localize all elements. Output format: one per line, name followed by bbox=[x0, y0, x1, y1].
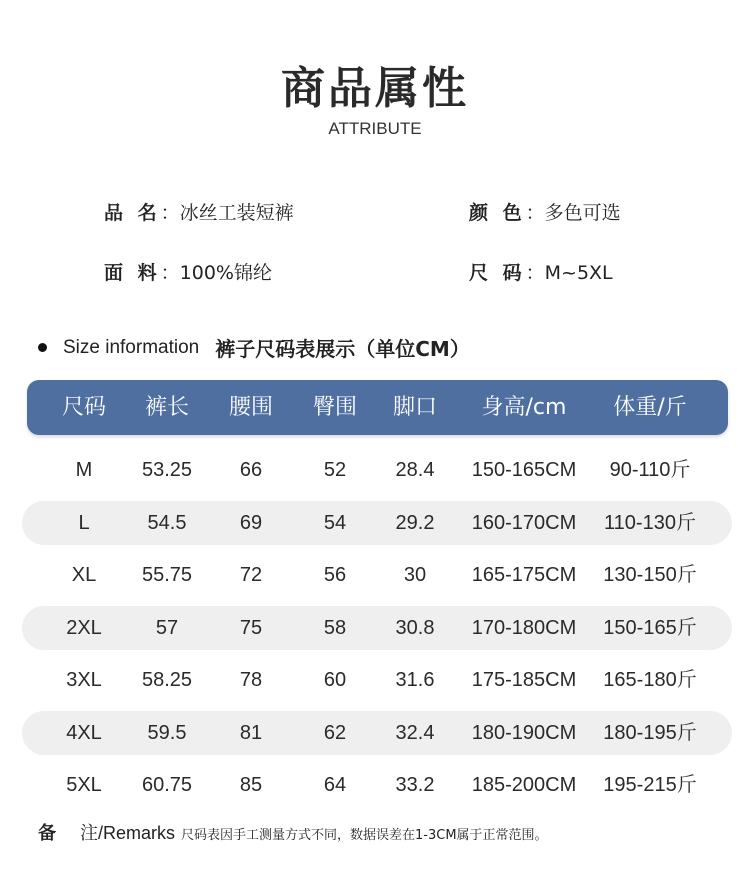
table-cell: 72 bbox=[239, 564, 263, 586]
table-cell: 57 bbox=[155, 616, 179, 639]
attr-value: 冰丝工装短裤 bbox=[179, 202, 294, 224]
table-cell: 75 bbox=[239, 616, 263, 639]
attr-label: 颜 色 bbox=[469, 202, 526, 224]
table-cell: 30 bbox=[403, 564, 427, 586]
table-cell: 110-130斤 bbox=[604, 511, 696, 534]
table-cell: 2XL bbox=[66, 616, 102, 639]
header-hip: 臀围 bbox=[312, 395, 358, 420]
table-cell: 180-190CM bbox=[471, 721, 577, 744]
table-cell: 5XL bbox=[66, 774, 102, 796]
table-cell: 31.6 bbox=[395, 669, 435, 691]
table-cell: 4XL bbox=[66, 721, 102, 744]
table-cell: 3XL bbox=[66, 669, 102, 691]
table-row bbox=[22, 501, 732, 545]
attr-size bbox=[469, 258, 613, 285]
header-weight: 体重/斤 bbox=[613, 395, 687, 420]
table-cell: 160-170CM bbox=[471, 511, 577, 534]
table-cell: M bbox=[75, 459, 93, 481]
attr-colon: ： bbox=[160, 262, 180, 284]
table-cell: 175-185CM bbox=[471, 669, 577, 691]
table-cell: 58.25 bbox=[141, 669, 193, 691]
table-cell: 180-195斤 bbox=[603, 721, 697, 744]
header-height: 身高/cm bbox=[481, 395, 567, 420]
header-size: 尺码 bbox=[61, 395, 107, 420]
table-cell: 53.25 bbox=[141, 459, 193, 481]
remarks-label-en: 注/Remarks bbox=[80, 823, 176, 843]
table-cell: 60.75 bbox=[141, 774, 193, 796]
table-cell: 52 bbox=[323, 459, 347, 481]
header-waist: 腰围 bbox=[228, 395, 274, 420]
size-info-cn: 裤子尺码表展示（单位CM） bbox=[215, 337, 470, 361]
table-cell: 55.75 bbox=[141, 564, 193, 586]
table-cell: 59.5 bbox=[147, 721, 187, 744]
attr-colon: ： bbox=[525, 262, 545, 284]
header-hem: 脚口 bbox=[392, 395, 438, 420]
table-cell: 130-150斤 bbox=[603, 564, 697, 586]
table-cell: 69 bbox=[239, 511, 263, 534]
table-row bbox=[22, 553, 732, 597]
size-info-heading bbox=[38, 333, 470, 362]
table-cell: 28.4 bbox=[395, 459, 435, 481]
table-cell: 78 bbox=[239, 669, 263, 691]
attr-fabric bbox=[104, 258, 272, 285]
table-cell: 185-200CM bbox=[471, 774, 577, 796]
table-cell: 32.4 bbox=[395, 721, 435, 744]
table-cell: 90-110斤 bbox=[609, 459, 691, 481]
attr-value: 100%锦纶 bbox=[179, 262, 272, 284]
table-cell: L bbox=[78, 511, 90, 534]
bullet-icon bbox=[38, 343, 47, 352]
table-cell: 54 bbox=[323, 511, 347, 534]
table-row bbox=[22, 763, 732, 807]
table-row bbox=[22, 606, 732, 650]
attr-colon: ： bbox=[160, 202, 180, 224]
table-cell: 85 bbox=[239, 774, 263, 796]
table-cell: 165-180斤 bbox=[603, 669, 697, 691]
table-cell: 170-180CM bbox=[471, 616, 577, 639]
table-row bbox=[22, 711, 732, 755]
table-cell: 58 bbox=[323, 616, 347, 639]
attr-label: 尺 码 bbox=[469, 262, 526, 284]
table-cell: 29.2 bbox=[395, 511, 435, 534]
table-cell: 64 bbox=[323, 774, 347, 796]
table-cell: 60 bbox=[323, 669, 347, 691]
attr-color bbox=[469, 198, 621, 225]
table-cell: 33.2 bbox=[395, 774, 435, 796]
size-table-header bbox=[27, 380, 728, 435]
attr-value: 多色可选 bbox=[544, 202, 621, 224]
page-subtitle: ATTRIBUTE bbox=[328, 119, 422, 138]
table-row bbox=[22, 448, 732, 492]
table-cell: 56 bbox=[323, 564, 347, 586]
header-length: 裤长 bbox=[144, 395, 190, 420]
size-info-en: Size information bbox=[63, 336, 200, 358]
remarks-text: 尺码表因手工测量方式不同，数据误差在1-3CM属于正常范围。 bbox=[181, 828, 548, 843]
table-cell: 62 bbox=[323, 721, 347, 744]
remarks bbox=[38, 819, 548, 845]
attr-value: M~5XL bbox=[544, 262, 613, 284]
table-cell: XL bbox=[71, 564, 97, 586]
table-cell: 66 bbox=[239, 459, 263, 481]
attr-product-name bbox=[104, 198, 294, 225]
table-cell: 150-165斤 bbox=[603, 616, 697, 639]
remarks-label: 备 bbox=[38, 823, 56, 844]
table-cell: 150-165CM bbox=[471, 459, 577, 481]
attr-label: 面 料 bbox=[104, 262, 161, 284]
table-row bbox=[22, 658, 732, 702]
table-cell: 165-175CM bbox=[471, 564, 577, 586]
table-cell: 81 bbox=[239, 721, 263, 744]
attr-label: 品 名 bbox=[104, 202, 161, 224]
table-cell: 195-215斤 bbox=[603, 774, 697, 796]
table-cell: 54.5 bbox=[147, 511, 187, 534]
table-cell: 30.8 bbox=[395, 616, 435, 639]
attr-colon: ： bbox=[525, 202, 545, 224]
page-title: 商品属性 bbox=[281, 63, 469, 114]
